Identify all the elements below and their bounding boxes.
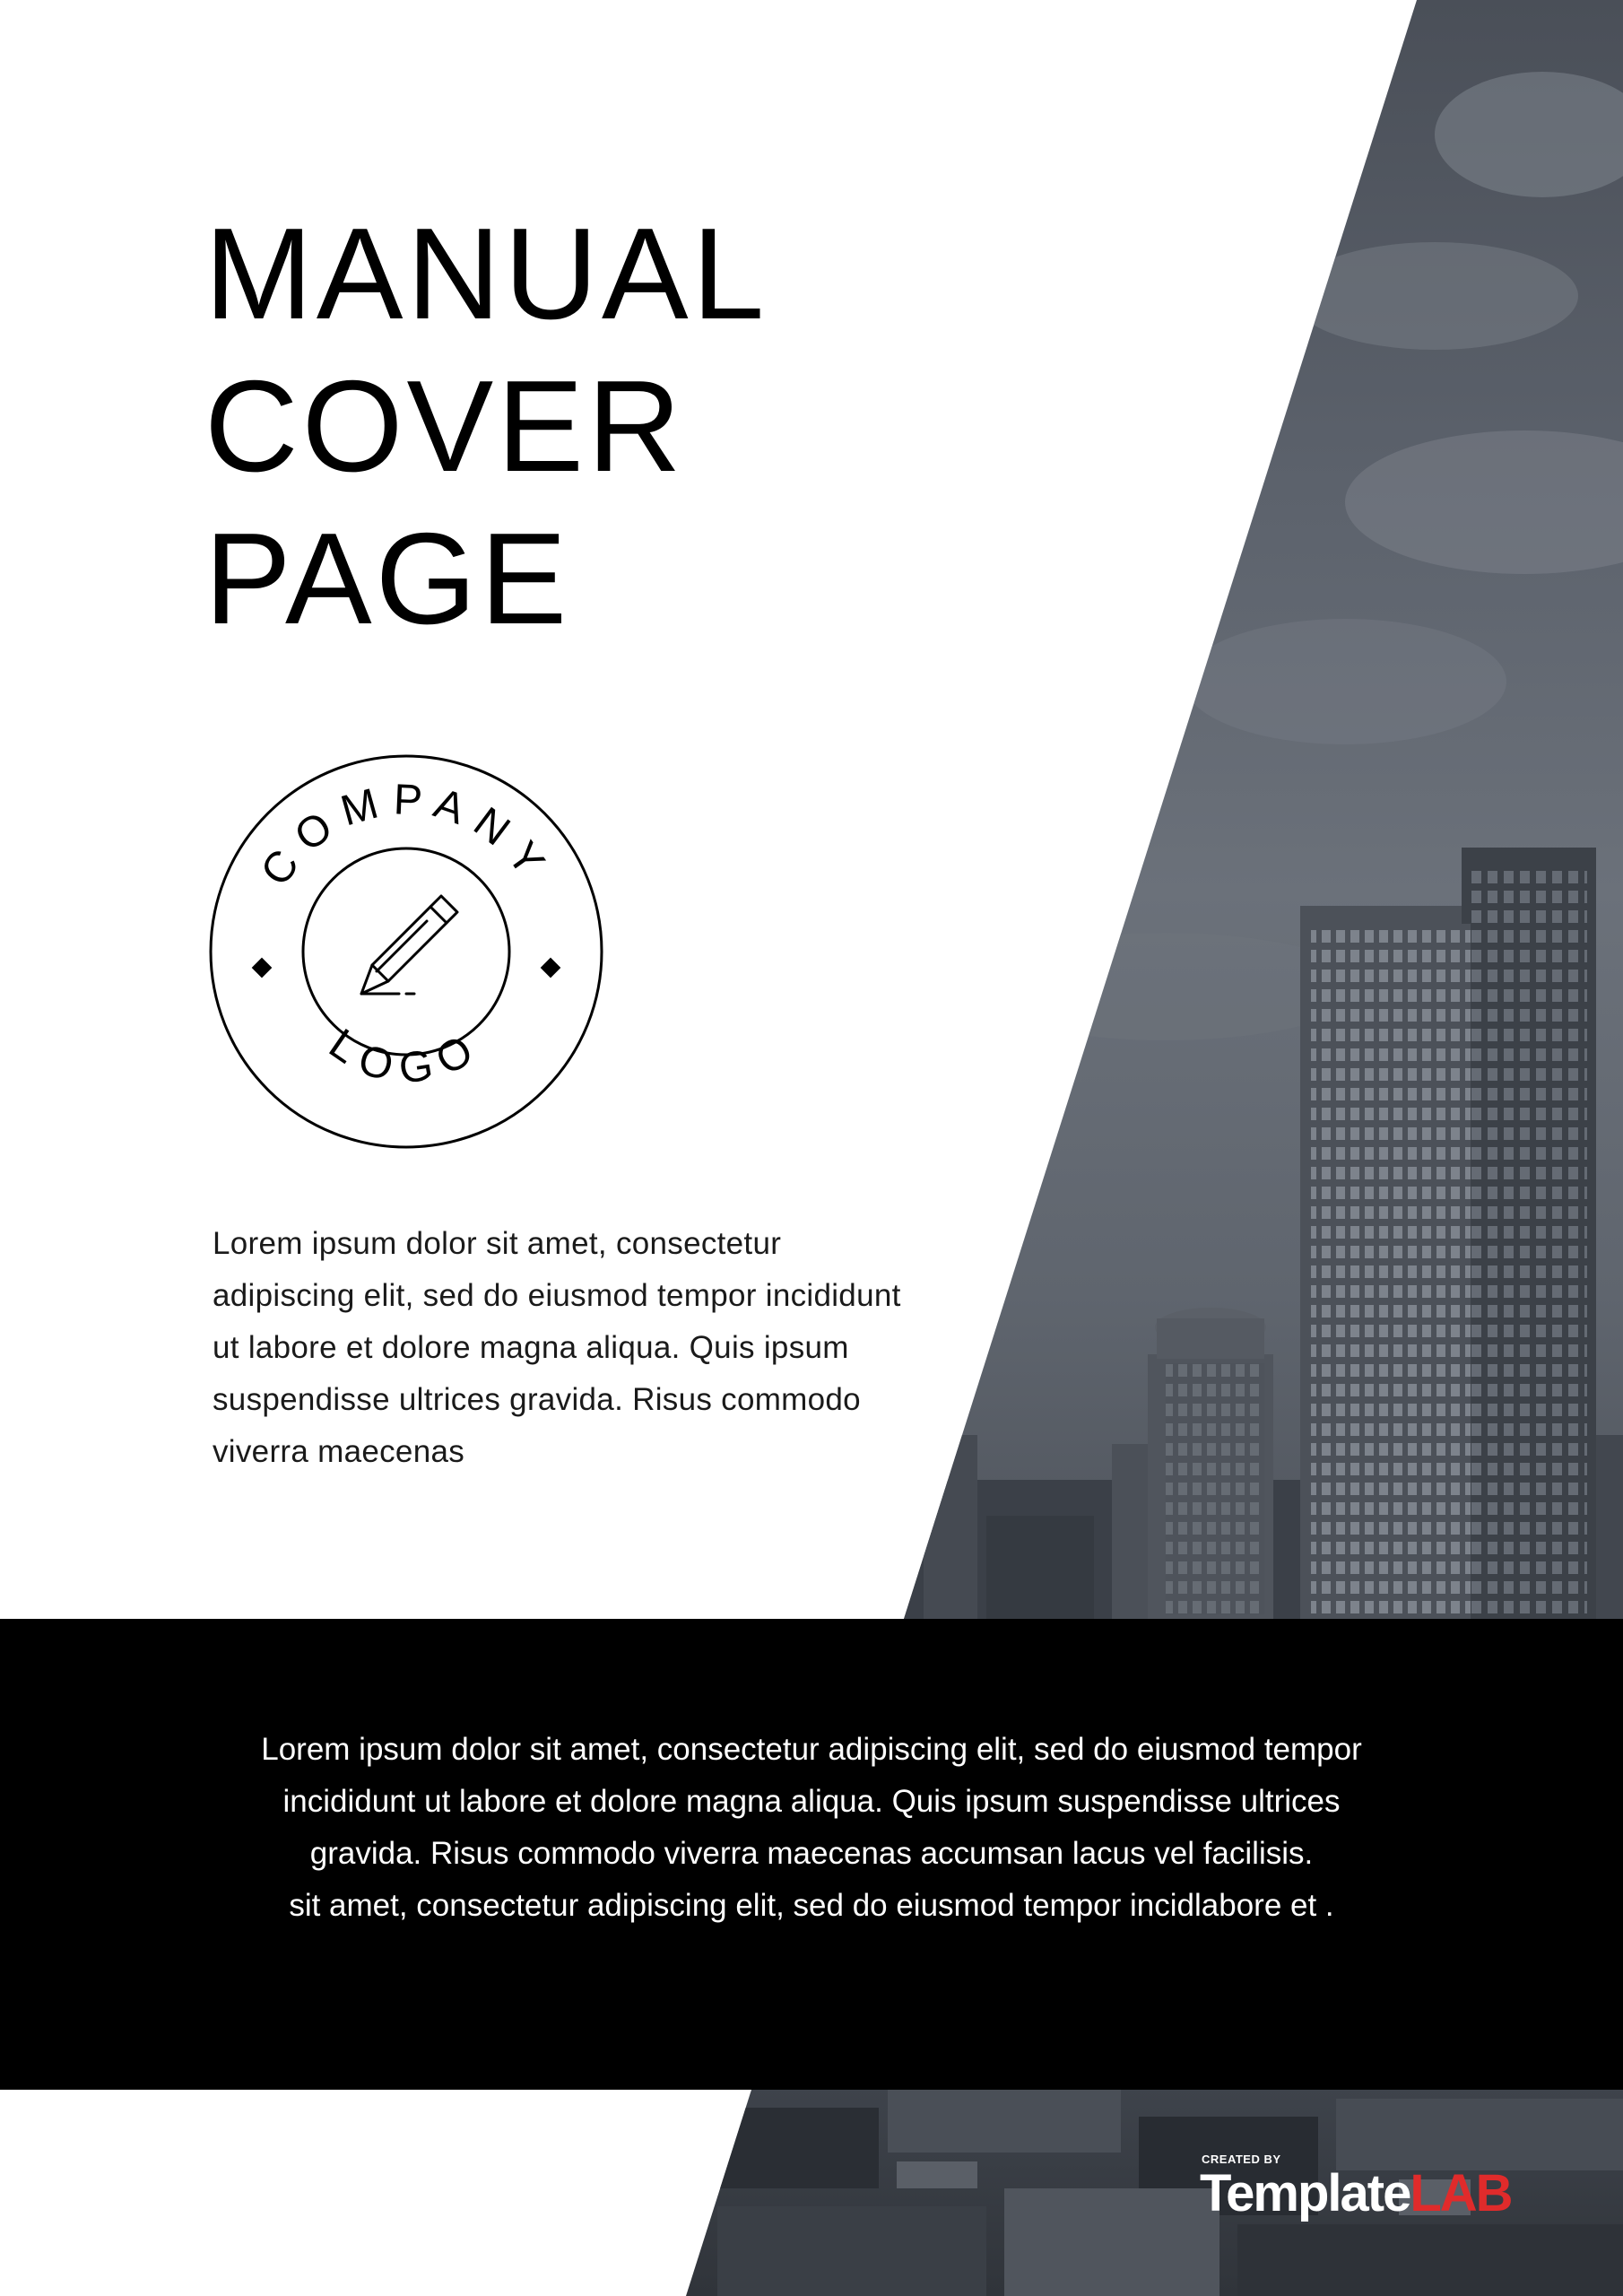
pencil-icon — [361, 896, 457, 994]
band-line: gravida. Risus commodo viverra maecenas accumsan lacus vel facilisis. — [309, 1836, 1314, 1871]
band-paragraph — [143, 1724, 1480, 1932]
logo-bottom-text: LOGO — [320, 1020, 492, 1094]
company-logo — [206, 752, 606, 1152]
brand-wordmark — [1200, 2165, 1512, 2222]
band-line: sit amet, consectetur adipiscing elit, sed do eiusmod tempor incidlabore et . — [289, 1888, 1334, 1923]
brand-part-template: Template — [1200, 2164, 1410, 2222]
brand-part-lab: LAB — [1410, 2164, 1512, 2222]
logo-top-text: COMPANY — [251, 776, 561, 895]
cover-title — [204, 197, 1011, 655]
title-line: MANUAL — [204, 201, 768, 346]
band-line: incididunt ut labore et dolore magna aliqua. Quis ipsum suspendisse ultrices — [282, 1784, 1341, 1819]
title-line: COVER — [204, 353, 685, 499]
band-line: Lorem ipsum dolor sit amet, consectetur adipiscing elit, sed do eiusmod tempor — [261, 1732, 1362, 1767]
svg-text:LOGO — [321, 1020, 492, 1093]
title-line: PAGE — [204, 506, 571, 651]
templatelab-logo — [1200, 2152, 1523, 2224]
intro-paragraph: Lorem ipsum dolor sit amet, consectetur adipiscing elit, sed do eiusmod tempor incididunt ut labore et dolore magna aliqua. Quis ipsum suspendisse ultrices gravida. Risus commodo viverra maecenas — [213, 1226, 901, 1469]
created-by-label: CREATED BY — [1202, 2152, 1281, 2166]
svg-text:COMPANY — [252, 776, 560, 894]
